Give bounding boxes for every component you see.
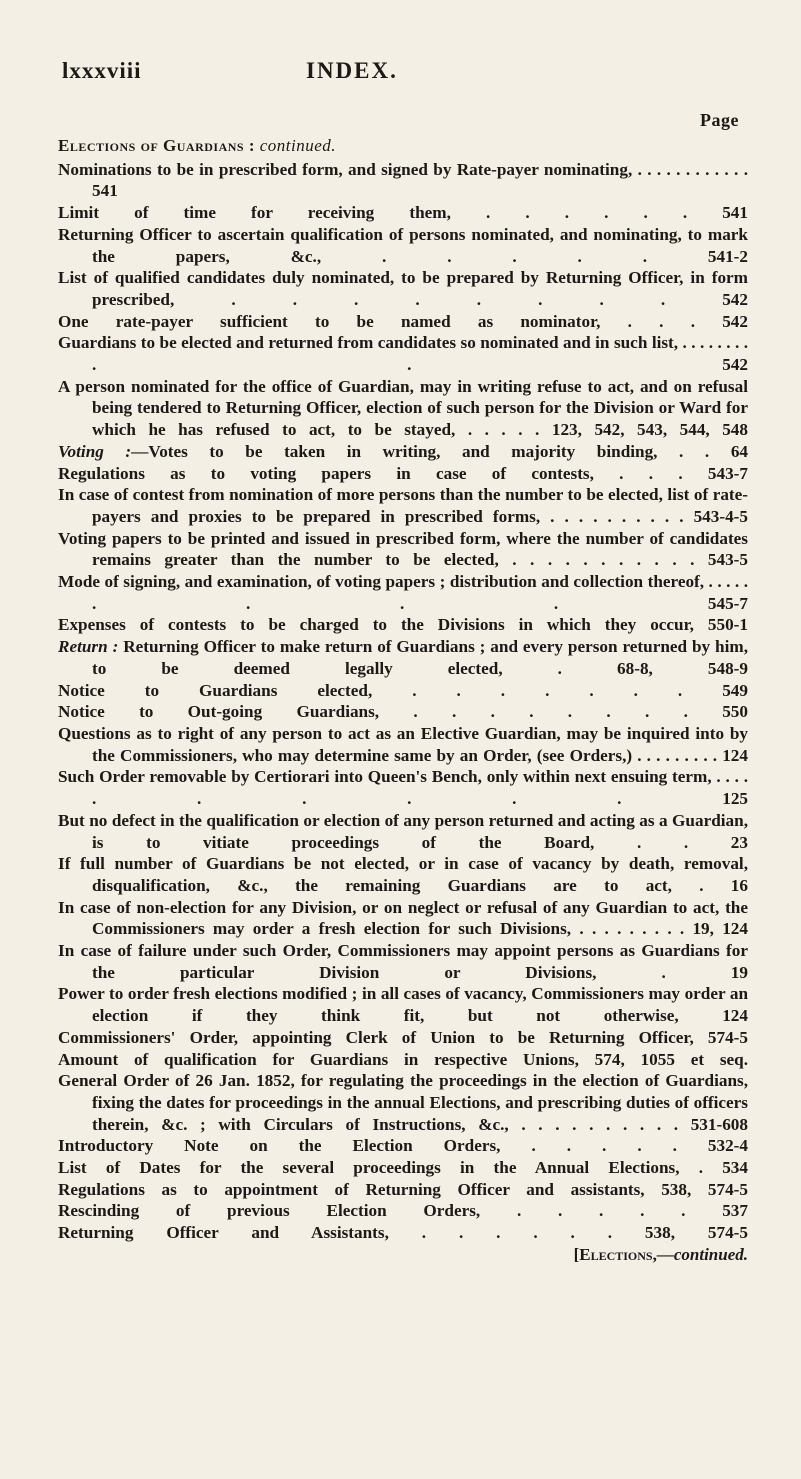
entry-lead: Voting : (58, 441, 132, 461)
entry-text: Returning Officer to ascertain qualification of persons nominated, and nominating, to mark the papers, &c., . . . . . 541-2 (58, 224, 748, 266)
index-entry (58, 1157, 748, 1179)
entry-text: Commissioners' Order, appointing Clerk of Union to be Returning Officer, 574-5 (58, 1027, 748, 1047)
entry-text: Amount of qualification for Guardians in respective Unions, 574, 1055 et seq. (58, 1049, 748, 1069)
index-entry (58, 441, 748, 463)
index-entry (58, 463, 748, 485)
page-column-label: Page (700, 110, 739, 130)
entry-text: Notice to Guardians elected, . . . . . . . 549 (58, 680, 748, 700)
entry-text: Power to order fresh elections modified ; in all cases of vacancy, Commissioners may order an election if they think fit, but not otherwise, 124 (58, 984, 748, 1026)
index-entry (58, 1222, 748, 1244)
catchword-text: [Elections, (573, 1244, 657, 1264)
page-folio: lxxxviii (62, 58, 142, 83)
index-entry (58, 202, 748, 224)
entry-text: Regulations as to voting papers in case of contests, . . . 543-7 (58, 463, 748, 483)
entry-text: If full number of Guardians be not elected, or in case of vacancy by death, removal, disqualification, &c., the remaining Guardians are to act, . 16 (58, 854, 748, 895)
index-entry (58, 332, 748, 375)
entry-text: In case of non-election for any Division, or on neglect or refusal of any Guardian to act, the Commissioners may order a fresh election for such Divisions, . . . . . . . . . 19, 124 (58, 897, 748, 939)
running-title: INDEX. (306, 58, 398, 83)
section-continued: continued. (259, 136, 337, 155)
index-entries (58, 159, 748, 1244)
entry-text: Expenses of contests to be charged to the Divisions in which they occur, 550-1 (58, 615, 748, 635)
entry-text: Limit of time for receiving them, . . . . . . 541 (58, 203, 748, 223)
entry-text: Returning Officer to make return of Guardians ; and every person returned by him, to be deemed legally elected, . 68-8, 548-9 (92, 637, 748, 678)
entry-text: List of qualified candidates duly nominated, to be prepared by Returning Officer, in form prescribed, . . . . . . . . 542 (58, 268, 748, 309)
running-head (62, 58, 739, 88)
index-entry (58, 897, 748, 940)
index-content (58, 135, 748, 1266)
entry-text: Rescinding of previous Election Orders, . . . . . 537 (58, 1201, 748, 1221)
entry-text: List of Dates for the several proceedings in the Annual Elections, . 534 (58, 1158, 748, 1178)
entry-text: One rate-payer sufficient to be named as nominator, . . . 542 (58, 311, 748, 331)
entry-text: Returning Officer and Assistants, . . . . . . 538, 574-5 (58, 1223, 748, 1243)
section-title: Elections of Guardians : (58, 136, 255, 155)
catchword (58, 1244, 748, 1266)
index-entry (58, 376, 748, 441)
index-entry (58, 571, 748, 614)
entry-text: Questions as to right of any person to act as an Elective Guardian, may be inquired into by the Commissioners, who may determine same by an Order, (see Orders,) . . . . . . . . . 124 (58, 723, 748, 765)
index-entry (58, 1027, 748, 1049)
entry-text: In case of contest from nomination of more persons than the number to be elected, list of rate-payers and proxies to be prepared in prescribed forms, . . . . . . . . . . 543-4-5 (58, 485, 748, 526)
entry-text: Voting papers to be printed and issued in prescribed form, where the number of candidates remains greater than the number to be elected, . . . . . . . . . . . 543-5 (58, 528, 748, 570)
entry-text: Notice to Out-going Guardians, . . . . . . . . 550 (58, 702, 748, 722)
index-entry (58, 267, 748, 310)
entry-text: Guardians to be elected and returned from candidates so nominated and in such list, . . . . . . . . . . 542 (58, 333, 748, 375)
entry-text: —Votes to be taken in writing, and majority binding, . . 64 (131, 441, 749, 461)
entry-text: Such Order removable by Certiorari into Queen's Bench, only within next ensuing term, . . . . . . . . . . 125 (58, 767, 748, 809)
entry-text: Regulations as to appointment of Returning Officer and assistants, 538, 574-5 (58, 1179, 748, 1199)
section-heading (58, 135, 748, 157)
index-entry (58, 1179, 748, 1201)
catchword-continued: —continued. (656, 1244, 748, 1264)
index-entry (58, 1135, 748, 1157)
index-entry (58, 311, 748, 333)
index-entry (58, 159, 748, 202)
entry-lead: Return : (58, 637, 119, 657)
index-entry (58, 1049, 748, 1071)
index-entry (58, 484, 748, 527)
entry-text: But no defect in the qualification or election of any person returned and acting as a Guardian, is to vitiate proceedings of the Board, . . 23 (58, 810, 748, 852)
index-entry (58, 636, 748, 679)
index-entry (58, 853, 748, 896)
index-entry (58, 528, 748, 571)
index-entry (58, 766, 748, 809)
entry-text: Nominations to be in prescribed form, and signed by Rate-payer nominating, . . . . . . . . . . . . 541 (58, 159, 748, 201)
index-entry (58, 810, 748, 853)
entry-text: General Order of 26 Jan. 1852, for regulating the proceedings in the election of Guardians, fixing the dates for proceedings in the annual Elections, and prescribing duties of officers therein, &c. ; with Circulars of Instructions, &c., . . . . . . . . . . 531-608 (58, 1071, 748, 1134)
entry-text: Mode of signing, and examination, of voting papers ; distribution and collection thereof, . . . . . . . . . 545-7 (58, 572, 748, 613)
entry-text: A person nominated for the office of Guardian, may in writing refuse to act, and on refusal being tendered to Returning Officer, election of such person for the Division or Ward for which he has refused to act, to be stayed, . . . . . 123, 542, 543, 544, 548 (58, 376, 748, 440)
index-entry (58, 224, 748, 267)
index-entry (58, 701, 748, 723)
entry-text: Introductory Note on the Election Orders, . . . . . 532-4 (58, 1136, 748, 1156)
entry-text: In case of failure under such Order, Commissioners may appoint persons as Guardians for the particular Division or Divisions, . 19 (58, 941, 748, 982)
index-entry (58, 1200, 748, 1222)
index-entry (58, 680, 748, 702)
index-entry (58, 983, 748, 1026)
index-entry (58, 1070, 748, 1135)
index-entry (58, 940, 748, 983)
index-entry (58, 614, 748, 636)
index-entry (58, 723, 748, 766)
